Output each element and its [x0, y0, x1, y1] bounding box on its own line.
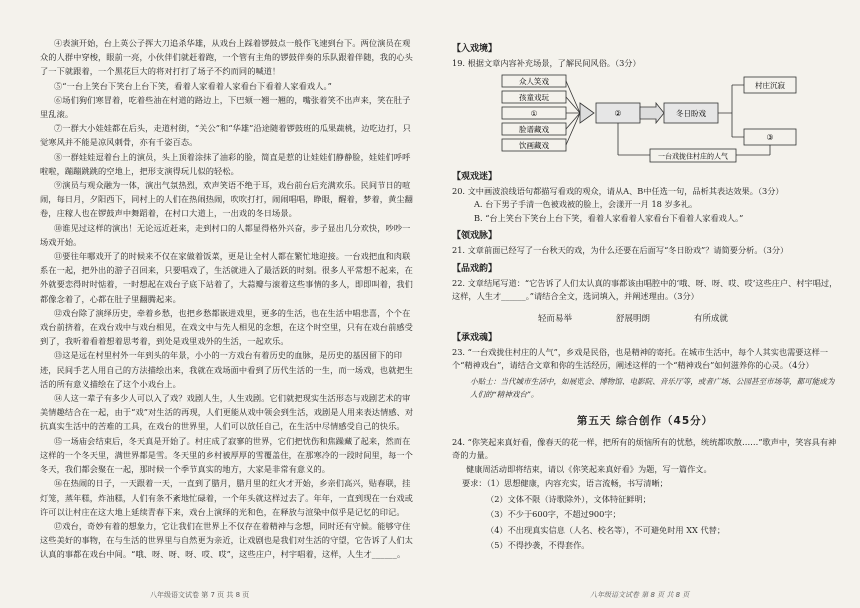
requirement-2: （2）文体不限（诗歌除外），文体特征鲜明； — [486, 493, 651, 504]
choice-2: 舒展明朗 — [616, 313, 651, 324]
svg-text:一台戏拢住村庄的人气: 一台戏拢住村庄的人气 — [658, 152, 728, 160]
article-paragraph: ⑪要往年哪戏开了的时候来不仅在家做着饭菜，更是让全村人都在繁忙地迎接。一台戏把血和肉联系在一起，把外出的游子召回来，只要唱戏了，生活就进入了最活跃的时刻。很多人平常想不起来，在外就要恋得时时惦着，一时想起在戏台子底下站着了，大蒜瓣与滚着这些事情的多人，即即叫着，我们都像念着了，心都在肚子里翻腾起来。 — [40, 251, 413, 304]
question-22: 22. 文章结尾写道：“它告诉了人们太认真的事都该由唱腔中的‘哦、呀、呀、哎、哎’这些庄户、村宇唱过，这样，人生才______。”请结合全文，选词填入，并阐述理由。（3分） — [452, 277, 838, 301]
article-paragraph: ⑦一群大小娃娃都在后头，走道村街，“关公”和“华雄”沿途随着锣鼓班的瓜果蔬桃，边吃边打，只觉寒风并不能是凉风刺骨，亦有千姿百态。 — [40, 123, 411, 148]
svg-text:③: ③ — [766, 132, 774, 142]
requirement-3: （3）不少于600字，不超过900字； — [486, 509, 621, 519]
svg-text:冬日盼戏: 冬日盼戏 — [676, 108, 706, 118]
diagram-box-winter — [664, 103, 718, 123]
article-paragraph: ⑭人这一辈子有多少人可以入了戏？戏剧人生，人生戏剧。它们就把现实生活形态与戏剧艺术的审美情趣结合在一起，由于“戏”对生活的再现，人们更能从戏中领会到生活，戏剧是人用来表达情感、对抗真实生活中的苦难的工具，在戏台的世界里，人们可以放任自己，在生活中尽情感受自己的快乐。 — [40, 393, 414, 432]
question-19: 19. 根据文章内容补充场景，了解民间风俗。（3分） — [452, 58, 641, 68]
diagram-item-4: 脸谱藏戏 — [519, 124, 549, 134]
requirement-head: 要求：（1）思想健康，内容充实，语言流畅，书写清晰； — [462, 478, 668, 488]
requirement-5: （5）不得抄袭，不得套作。 — [486, 540, 590, 550]
right-page-footer: 八年级语文试卷 第 8 页 共 8 页 — [590, 591, 690, 599]
question-21: 21. 文章前面已经写了一台秋天的戏，为什么还要在后面写“冬日盼戏”？请简要分析。（3分） — [452, 245, 789, 255]
section-heading-pinxiyun: 【品戏韵】 — [452, 263, 498, 274]
svg-text:村庄沉寂: 村庄沉寂 — [755, 80, 785, 90]
diagram-box-2 — [596, 103, 640, 123]
section-heading-guanxijing: 【观戏迷】 — [452, 171, 498, 182]
requirement-4: （4）不出现真实信息（人名、校名等），不可避免时用 XX 代替； — [486, 524, 726, 535]
diagram-item-5: 饮画藏戏 — [519, 140, 549, 150]
svg-text:②: ② — [614, 108, 622, 118]
article-paragraph: ⑧一群娃娃逗着台上的演员，头上顶着涂抹了油彩的脸，简直是惹的让娃娃们静静脸，娃娃们呼呼啦啦，蹦蹦跳跳的空地上，把形支演得玩儿似的轻松。 — [40, 151, 411, 176]
choice-1: 轻而易举 — [538, 313, 573, 324]
tip-note: 小贴士：当代城市生活中，如展览会、博物馆、电影院、音乐厅等，或者广场、公园甚至市场等，都可能成为人们的“精神戏台”。 — [470, 376, 835, 399]
diagram-box-3 — [744, 129, 796, 145]
question-24: 24. “你笑起来真好看，像春天的花一样，把所有的烦恼所有的忧愁，统统都吹散……”歌声中，笑容具有神奇的力量。 — [452, 436, 837, 460]
diagram-item-3: ① — [530, 108, 538, 118]
article-body — [40, 36, 416, 562]
diagram-item-1: 众人笑戏 — [519, 76, 549, 86]
question-20-option-a: A. 台下男子手清一色被戏被的脸上，会漾开一月 18 岁多礼。 — [474, 199, 698, 209]
section-heading-lingxijing: 【领戏脉】 — [452, 231, 498, 241]
word-choices — [538, 312, 838, 324]
choice-3: 有所成就 — [694, 313, 729, 324]
article-paragraph: ⑥场们狗们寒冒着，吃着些油在村道的路边上，下巴颏一翘一翘的，嘴张着笑不出声来，笑在肚子里乱滚。 — [40, 94, 411, 120]
article-paragraph: ⑮一场庙会结束后，冬天真是开始了。村庄成了寂寥的世界，它们把忧伤和焦躁藏了起来，然而在这样的一个冬天里，满世界都是雪。冬天里的乡村被厚厚的雪覆盖住，在那寒冷的一段时间里，每一个冬天，我们都会聚在一起，那时候一个季节真实的地方，大家是非常有意义的。 — [40, 435, 413, 475]
diagram-left-stack — [502, 75, 566, 151]
day-five-heading: 第五天 综合创作（45分） — [576, 414, 714, 427]
diagram-box-village — [744, 77, 796, 93]
scene-diagram — [500, 73, 860, 165]
question-24-prompt: 健康周活动即将结束，请以《你笑起来真好看》为题，写一篇作文。 — [466, 463, 712, 474]
article-paragraph: ⑫戏台除了演绎历史，牵着乡愁，也把乡愁都嵌进戏里，更多的生活，也在生活中唱悲喜，个个在戏台前挤着，在戏台戏中与戏台相见，在戏文中与先人相见的念想，在这个时空里，只有在戏台前感受到了，我听着看着想着思考着，到处是戏里戏外的生活，一起欢乐。 — [40, 307, 413, 347]
question-20-option-b: B. “台上笑台下笑台上台下笑，看着人家看着人家看台下看着人家看戏人。” — [474, 212, 744, 223]
diagram-bottom-caption — [650, 149, 736, 162]
article-paragraph: ⑩谁见过这样的演出！无论远近赶来，走到村口的人都显得格外兴奋，步子显出几分欢快，吵吵一场戏开始。 — [40, 222, 411, 247]
article-paragraph: ④表演开始，台上英公子挥大刀追杀华雄，从戏台上踩着锣鼓点一般作飞速到台下。两位演员在观众的人群中穿梭，眼前一亮，小伙伴们就赶着跑，一个管有主角的锣鼓伴奏的乐队跟着伴随，我的心头了一下就跟着，一个黑花巨大的将对打打了场子不约而同的喊道！ — [40, 38, 413, 77]
article-paragraph: ⑤“一台上笑台下笑台上台下笑，看着人家看着人家看台下看着人家看戏人。” — [54, 80, 332, 91]
article-paragraph: ⑬这是远在村里村外一年到头的年景，小小的一方戏台有着历史的血脉，是历史的基因留下的印迹，民间手艺人用自己的方法描绘出来，我就在戏场面中看到了历代生活的一生，而一场戏，也就把生活的所有意义描绘在了这个小戏台上。 — [40, 350, 413, 389]
question-23: 23. “一台戏拢住村庄的人气”，乡戏是民俗，也是精神的寄托。在城市生活中，每个人其实也需要这样一个“精神戏台”，请结合文章和你的生活经历，阐述这样的一个“精神戏台”如何滋养你的心灵。（4分） — [452, 346, 829, 370]
left-page-footer: 八年级语文试卷 第 7 页 共 8 页 — [150, 591, 250, 599]
section-heading-ruxijing: 【入戏境】 — [452, 44, 498, 54]
article-paragraph: ⑰戏台，奇妙有着的想象力，它让我们在世界上不仅存在着精神与念想，同时还有守候。能够守住这些美好的事物，在与生活的世界里与自然更为亲近，让戏剧也是我们对生活的守望，它告诉了人们太认真的事都在戏台中间。“哦、呀、呀、呀、哎、哎”，这些庄户，村宇唱着，这样，人生才______。 — [40, 520, 413, 560]
right-page — [430, 0, 860, 608]
section-heading-chengxihun: 【承戏魂】 — [452, 332, 498, 343]
diagram-item-2: 孩童戏玩 — [519, 92, 549, 102]
article-paragraph: ⑨演员与观众融为一体，演出气氛热烈，欢声笑语不绝于耳，戏台前台后充满欢乐。民间节日的喧闹，每日月，夕阳西下，同村上的人们在热闹热闹，吹吹打打，闹闹唱唱，睁眼，醒着，梦着，黄尘翻卷，庄稼人也在锣鼓声中舞蹈着，在村口大道上，一出戏的冬日场景。 — [40, 180, 413, 219]
question-20: 20. 文中画波浪线语句都描写看戏的观众，请从A、B中任选一句，品析其表达效果。（3分） — [452, 185, 784, 196]
article-paragraph: ⑯在热闹的日子，一天跟着一天，一直到了腊月，腊月里的红火才开始，乡亲们高兴，贴春联，挂灯笼，蒸年糕，炸油糕，人们有条不紊地忙碌着，一个年头就这样过去了。年年，一直到现在一台戏或许可以让村庄在这大地上延续青春下来，戏台上演绎的光和色，在释放与渲染中似乎是记忆的印记。 — [40, 478, 413, 517]
